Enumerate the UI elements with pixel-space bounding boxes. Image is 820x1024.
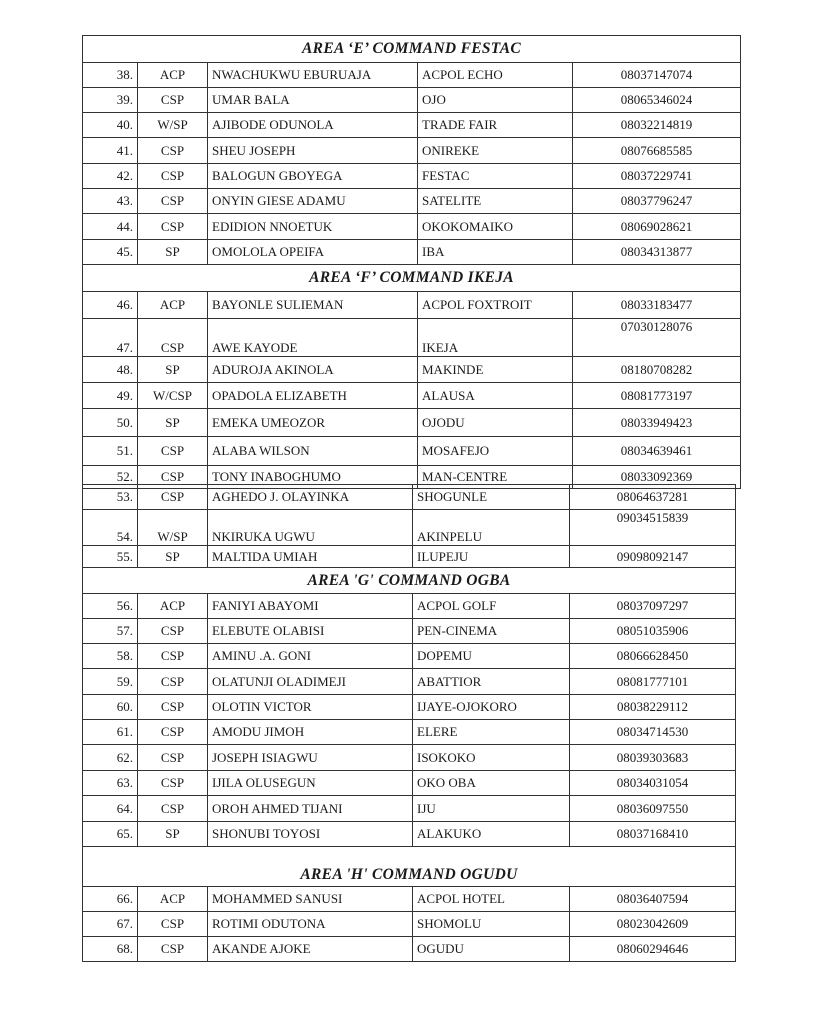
- rank-cell: W/SP: [138, 510, 208, 546]
- name-cell: NKIRUKA UGWU: [208, 510, 413, 546]
- station-cell: PEN-CINEMA: [413, 619, 570, 644]
- rank-cell: SP: [138, 409, 208, 437]
- phone-cell: 08037147074: [573, 63, 741, 88]
- rank-cell: SP: [138, 357, 208, 383]
- row-number: 50.: [83, 409, 138, 437]
- rank-cell: ACP: [138, 887, 208, 912]
- name-cell: AJIBODE ODUNOLA: [208, 113, 418, 138]
- name-cell: AMODU JIMOH: [208, 720, 413, 745]
- name-cell: MALTIDA UMIAH: [208, 546, 413, 568]
- table-row: [83, 485, 736, 510]
- name-cell: TONY INABOGHUMO: [208, 466, 418, 489]
- station-cell: IJU: [413, 796, 570, 822]
- table-row: [83, 796, 736, 822]
- row-number: 68.: [83, 937, 138, 962]
- rank-cell: CSP: [138, 437, 208, 466]
- name-cell: SHONUBI TOYOSI: [208, 822, 413, 847]
- name-cell: ONYIN GIESE ADAMU: [208, 189, 418, 214]
- station-cell: ILUPEJU: [413, 546, 570, 568]
- station-cell: TRADE FAIR: [418, 113, 573, 138]
- row-number: 38.: [83, 63, 138, 88]
- row-number: 61.: [83, 720, 138, 745]
- phone-cell: 08081773197: [573, 383, 741, 409]
- name-cell: BAYONLE SULIEMAN: [208, 292, 418, 319]
- station-cell: FESTAC: [418, 164, 573, 189]
- table-row: [83, 771, 736, 796]
- phone-cell: 08036097550: [570, 796, 736, 822]
- phone-cell: 08033949423: [573, 409, 741, 437]
- phone-cell: 09034515839: [570, 510, 736, 546]
- name-cell: AGHEDO J. OLAYINKA: [208, 485, 413, 510]
- name-cell: EMEKA UMEOZOR: [208, 409, 418, 437]
- phone-cell: 08036407594: [570, 887, 736, 912]
- station-cell: ACPOL FOXTROIT: [418, 292, 573, 319]
- section-header-row: [83, 568, 736, 594]
- rank-cell: CSP: [138, 669, 208, 695]
- name-cell: JOSEPH ISIAGWU: [208, 745, 413, 771]
- station-cell: OJODU: [418, 409, 573, 437]
- row-number: 59.: [83, 669, 138, 695]
- phone-cell: 08180708282: [573, 357, 741, 383]
- phone-cell: 08037229741: [573, 164, 741, 189]
- name-cell: IJILA OLUSEGUN: [208, 771, 413, 796]
- name-cell: OMOLOLA OPEIFA: [208, 240, 418, 265]
- rank-cell: SP: [138, 240, 208, 265]
- phone-cell: 08065346024: [573, 88, 741, 113]
- command-table-1: [82, 35, 741, 489]
- table-row: [83, 594, 736, 619]
- station-cell: IKEJA: [418, 319, 573, 357]
- rank-cell: W/SP: [138, 113, 208, 138]
- station-cell: ISOKOKO: [413, 745, 570, 771]
- rank-cell: CSP: [138, 164, 208, 189]
- rank-cell: CSP: [138, 937, 208, 962]
- table-row: [83, 510, 736, 546]
- table-row: [83, 745, 736, 771]
- phone-cell: 08060294646: [570, 937, 736, 962]
- rank-cell: SP: [138, 546, 208, 568]
- rank-cell: CSP: [138, 796, 208, 822]
- row-number: 66.: [83, 887, 138, 912]
- row-number: 53.: [83, 485, 138, 510]
- section-header-area-e: AREA ‘E’ COMMAND FESTAC: [83, 36, 741, 63]
- table-row: [83, 164, 741, 189]
- station-cell: OKOKOMAIKO: [418, 214, 573, 240]
- row-number: 57.: [83, 619, 138, 644]
- row-number: 39.: [83, 88, 138, 113]
- table-row: [83, 695, 736, 720]
- section-header-area-h: AREA 'H' COMMAND OGUDU: [83, 847, 736, 887]
- table-row: [83, 937, 736, 962]
- rank-cell: CSP: [138, 771, 208, 796]
- table-row: [83, 138, 741, 164]
- rank-cell: ACP: [138, 63, 208, 88]
- row-number: 47.: [83, 319, 138, 357]
- phone-cell: 08033183477: [573, 292, 741, 319]
- rank-cell: CSP: [138, 138, 208, 164]
- row-number: 48.: [83, 357, 138, 383]
- phone-cell: 08033092369: [573, 466, 741, 489]
- phone-cell: 08037168410: [570, 822, 736, 847]
- station-cell: SATELITE: [418, 189, 573, 214]
- table-row: [83, 409, 741, 437]
- row-number: 52.: [83, 466, 138, 489]
- table-row: [83, 822, 736, 847]
- name-cell: NWACHUKWU EBURUAJA: [208, 63, 418, 88]
- station-cell: OKO OBA: [413, 771, 570, 796]
- phone-cell: 08034031054: [570, 771, 736, 796]
- phone-cell: 07030128076: [573, 319, 741, 357]
- row-number: 54.: [83, 510, 138, 546]
- name-cell: ROTIMI ODUTONA: [208, 912, 413, 937]
- row-number: 63.: [83, 771, 138, 796]
- station-cell: ABATTIOR: [413, 669, 570, 695]
- table-row: [83, 113, 741, 138]
- phone-cell: 08037796247: [573, 189, 741, 214]
- station-cell: SHOGUNLE: [413, 485, 570, 510]
- station-cell: ELERE: [413, 720, 570, 745]
- table-row: [83, 292, 741, 319]
- rank-cell: CSP: [138, 88, 208, 113]
- row-number: 51.: [83, 437, 138, 466]
- table-row: [83, 189, 741, 214]
- phone-cell: 09098092147: [570, 546, 736, 568]
- row-number: 40.: [83, 113, 138, 138]
- phone-cell: 08051035906: [570, 619, 736, 644]
- table-row: [83, 88, 741, 113]
- phone-cell: 08039303683: [570, 745, 736, 771]
- station-cell: DOPEMU: [413, 644, 570, 669]
- rank-cell: CSP: [138, 466, 208, 489]
- rank-cell: CSP: [138, 619, 208, 644]
- station-cell: IBA: [418, 240, 573, 265]
- rank-cell: ACP: [138, 594, 208, 619]
- phone-cell: 08037097297: [570, 594, 736, 619]
- name-cell: SHEU JOSEPH: [208, 138, 418, 164]
- phone-cell: 08081777101: [570, 669, 736, 695]
- rank-cell: CSP: [138, 644, 208, 669]
- name-cell: AMINU .A. GONI: [208, 644, 413, 669]
- row-number: 42.: [83, 164, 138, 189]
- name-cell: OROH AHMED TIJANI: [208, 796, 413, 822]
- name-cell: ADUROJA AKINOLA: [208, 357, 418, 383]
- row-number: 55.: [83, 546, 138, 568]
- phone-cell: 08032214819: [573, 113, 741, 138]
- table-row: [83, 240, 741, 265]
- row-number: 58.: [83, 644, 138, 669]
- section-header-area-f: AREA ‘F’ COMMAND IKEJA: [83, 265, 741, 292]
- section-header-row: [83, 847, 736, 887]
- station-cell: ACPOL GOLF: [413, 594, 570, 619]
- row-number: 41.: [83, 138, 138, 164]
- rank-cell: CSP: [138, 214, 208, 240]
- row-number: 49.: [83, 383, 138, 409]
- name-cell: MOHAMMED SANUSI: [208, 887, 413, 912]
- station-cell: MAKINDE: [418, 357, 573, 383]
- name-cell: AWE KAYODE: [208, 319, 418, 357]
- rank-cell: CSP: [138, 189, 208, 214]
- rank-cell: CSP: [138, 720, 208, 745]
- table-row: [83, 63, 741, 88]
- phone-cell: 08034714530: [570, 720, 736, 745]
- rank-cell: CSP: [138, 319, 208, 357]
- table-row: [83, 887, 736, 912]
- rank-cell: CSP: [138, 745, 208, 771]
- rank-cell: CSP: [138, 695, 208, 720]
- table-row: [83, 644, 736, 669]
- phone-cell: 08034639461: [573, 437, 741, 466]
- phone-cell: 08038229112: [570, 695, 736, 720]
- section-header-row: [83, 36, 741, 63]
- row-number: 43.: [83, 189, 138, 214]
- name-cell: UMAR BALA: [208, 88, 418, 113]
- row-number: 60.: [83, 695, 138, 720]
- station-cell: ACPOL HOTEL: [413, 887, 570, 912]
- row-number: 56.: [83, 594, 138, 619]
- rank-cell: CSP: [138, 485, 208, 510]
- row-number: 45.: [83, 240, 138, 265]
- name-cell: ALABA WILSON: [208, 437, 418, 466]
- table-row: [83, 437, 741, 466]
- table-row: [83, 546, 736, 568]
- section-header-row: [83, 265, 741, 292]
- table-row: [83, 669, 736, 695]
- table-row: [83, 619, 736, 644]
- station-cell: OGUDU: [413, 937, 570, 962]
- station-cell: ALAKUKO: [413, 822, 570, 847]
- row-number: 64.: [83, 796, 138, 822]
- table-row: [83, 214, 741, 240]
- station-cell: MAN-CENTRE: [418, 466, 573, 489]
- name-cell: AKANDE AJOKE: [208, 937, 413, 962]
- station-cell: MOSAFEJO: [418, 437, 573, 466]
- phone-cell: 08064637281: [570, 485, 736, 510]
- name-cell: OLOTIN VICTOR: [208, 695, 413, 720]
- name-cell: OLATUNJI OLADIMEJI: [208, 669, 413, 695]
- row-number: 46.: [83, 292, 138, 319]
- row-number: 44.: [83, 214, 138, 240]
- command-table-2: [82, 484, 736, 962]
- row-number: 62.: [83, 745, 138, 771]
- name-cell: ELEBUTE OLABISI: [208, 619, 413, 644]
- rank-cell: ACP: [138, 292, 208, 319]
- station-cell: IJAYE-OJOKORO: [413, 695, 570, 720]
- station-cell: ONIREKE: [418, 138, 573, 164]
- phone-cell: 08069028621: [573, 214, 741, 240]
- rank-cell: W/CSP: [138, 383, 208, 409]
- table-row: [83, 357, 741, 383]
- name-cell: EDIDION NNOETUK: [208, 214, 418, 240]
- station-cell: ACPOL ECHO: [418, 63, 573, 88]
- phone-cell: 08034313877: [573, 240, 741, 265]
- name-cell: BALOGUN GBOYEGA: [208, 164, 418, 189]
- station-cell: ALAUSA: [418, 383, 573, 409]
- name-cell: OPADOLA ELIZABETH: [208, 383, 418, 409]
- name-cell: FANIYI ABAYOMI: [208, 594, 413, 619]
- table-row: [83, 720, 736, 745]
- rank-cell: SP: [138, 822, 208, 847]
- phone-cell: 08023042609: [570, 912, 736, 937]
- row-number: 65.: [83, 822, 138, 847]
- table-row: [83, 912, 736, 937]
- section-header-area-g: AREA 'G' COMMAND OGBA: [83, 568, 736, 594]
- table-row: [83, 319, 741, 357]
- phone-cell: 08076685585: [573, 138, 741, 164]
- station-cell: AKINPELU: [413, 510, 570, 546]
- station-cell: OJO: [418, 88, 573, 113]
- row-number: 67.: [83, 912, 138, 937]
- phone-cell: 08066628450: [570, 644, 736, 669]
- station-cell: SHOMOLU: [413, 912, 570, 937]
- rank-cell: CSP: [138, 912, 208, 937]
- table-row: [83, 383, 741, 409]
